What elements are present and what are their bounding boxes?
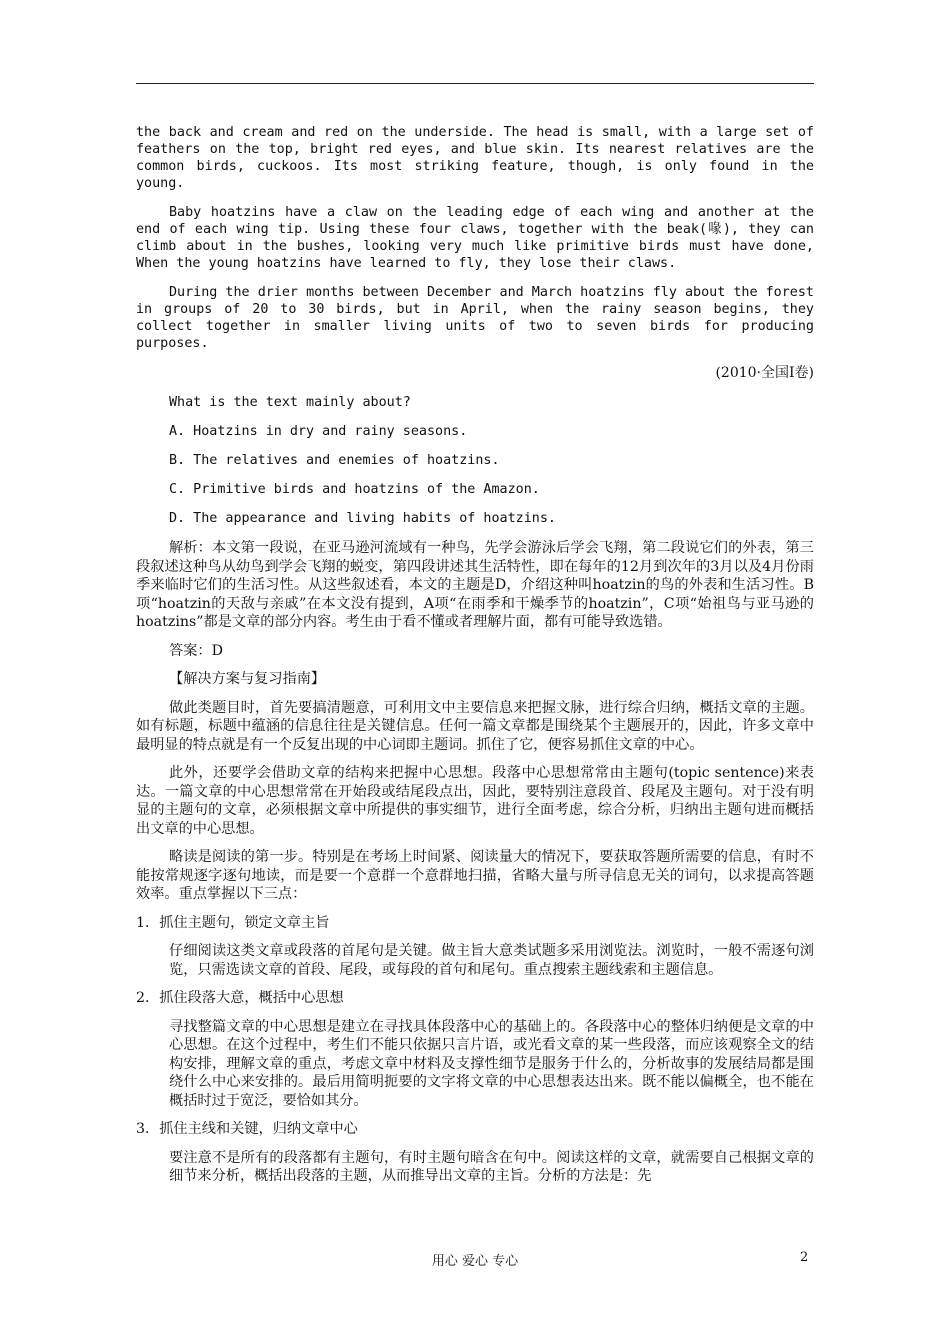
point-3-body: 要注意不是所有的段落都有主题句，有时主题句暗含在句中。阅读这样的文章，就需要自己根据文章的细节来分析，概括出段落的主题，从而推导出文章的主旨。分析的方法是：先 bbox=[169, 1149, 814, 1184]
footer-text: 用心 爱心 专心 bbox=[431, 1254, 519, 1269]
answer-text: 答案：D bbox=[169, 642, 223, 659]
option-b: B. The relatives and enemies of hoatzins. bbox=[169, 453, 500, 468]
header-rule bbox=[136, 83, 814, 84]
question-text: What is the text mainly about? bbox=[169, 395, 411, 410]
option-d: D. The appearance and living habits of hoatzins. bbox=[169, 511, 556, 526]
point-1-title: 1．抓住主题句，锁定文章主旨 bbox=[136, 914, 330, 931]
passage-paragraph-3: During the drier months between December and March hoatzins fly about the forest in groups of 20 to 30 birds, but in April, when the rainy season begins, they collect together in smaller living units of two to seven birds for producing purposes. bbox=[136, 285, 814, 351]
question-source: (2010·全国Ⅰ卷) bbox=[715, 365, 814, 381]
option-a: A. Hoatzins in dry and rainy seasons. bbox=[169, 424, 468, 439]
point-3-title: 3．抓住主线和关键，归纳文章中心 bbox=[136, 1121, 358, 1137]
analysis-text: 解析：本文第一段说，在亚马逊河流域有一种鸟，先学会游泳后学会飞翔，第二段说它们的外表，第三段叙述这种鸟从幼鸟到学会飞翔的蜕变，第四段讲述其生活特性，即在每年的12月到次年的3月以及4月份雨季来临时它们的生活习性。从这些叙述看，本文的主题是D，介绍这种叫hoatzin的鸟的外表和生活习性。B项“hoatzin的天敌与亲戚”在本文没有提到，A项“在雨季和干燥季节的hoatzin”，C项“始祖鸟与亚马逊的hoatzins”都是文章的部分内容。考生由于看不懂或者理解片面，都有可能导致选错。 bbox=[136, 540, 814, 630]
guide-paragraph-1: 做此类题目时，首先要搞清题意，可利用文中主要信息来把握文脉，进行综合归纳，概括文章的主题。如有标题，标题中蕴涵的信息往往是关键信息。任何一篇文章都是围绕某个主题展开的，因此，许多文章中最明显的特点就是有一个反复出现的中心词即主题词。抓住了它，便容易抓住文章的中心。 bbox=[136, 699, 814, 753]
option-c: C. Primitive birds and hoatzins of the Amazon. bbox=[169, 482, 540, 497]
guide-title: 【解决方案与复习指南】 bbox=[169, 671, 326, 687]
page-number: 2 bbox=[800, 1250, 809, 1265]
point-2-title: 2．抓住段落大意，概括中心思想 bbox=[136, 990, 344, 1006]
guide-paragraph-2: 此外，还要学会借助文章的结构来把握中心思想。段落中心思想常常由主题句(topic sentence)来表达。一篇文章的中心思想常常在开始段或结尾段点出，因此，要特别注意段首、段尾及主题句。对于没有明显的主题句的文章，必须根据文章中所提供的事实细节，进行全面考虑，综合分析，归纳出主题句进而概括出文章的中心思想。 bbox=[136, 765, 814, 837]
passage-paragraph-1: the back and cream and red on the underside. The head is small, with a large set of feathers on the top, bright red eyes, and blue skin. Its nearest relatives are the common birds, cuckoos. Its most striking feature, though, is only found in the young. bbox=[136, 125, 814, 191]
point-2-body: 寻找整篇文章的中心思想是建立在寻找具体段落中心的基础上的。各段落中心的整体归纳便是文章的中心思想。在这个过程中，考生们不能只依据只言片语，或光看文章的某一些段落，而应该观察全文的结构安排，理解文章的重点，考虑文章中材料及支撑性细节是服务于什么的，分析故事的发展结局都是围绕什么中心来安排的。最后用简明扼要的文字将文章的中心思想表达出来。既不能以偏概全，也不能在概括时过于宽泛，要恰如其分。 bbox=[169, 1018, 814, 1109]
page-body bbox=[136, 124, 814, 1196]
passage-paragraph-2: Baby hoatzins have a claw on the leading edge of each wing and another at the end of each wing tip. Using these four claws, together with the beak(喙), they can climb about in the bushes, looking very much like primitive birds must have done, When the young hoatzins have learned to fly, they lose their claws. bbox=[136, 205, 814, 271]
point-1-body: 仔细阅读这类文章或段落的首尾句是关键。做主旨大意类试题多采用浏览法。浏览时，一般不需逐句浏览，只需选读文章的首段、尾段，或每段的首句和尾句。重点搜索主题线索和主题信息。 bbox=[169, 943, 814, 978]
guide-paragraph-3: 略读是阅读的第一步。特别是在考场上时间紧、阅读量大的情况下，要获取答题所需要的信息，有时不能按常规逐字逐句地读，而是要一个意群一个意群地扫描，省略大量与所寻信息无关的词句，以求提高答题效率。重点掌握以下三点： bbox=[136, 849, 814, 902]
